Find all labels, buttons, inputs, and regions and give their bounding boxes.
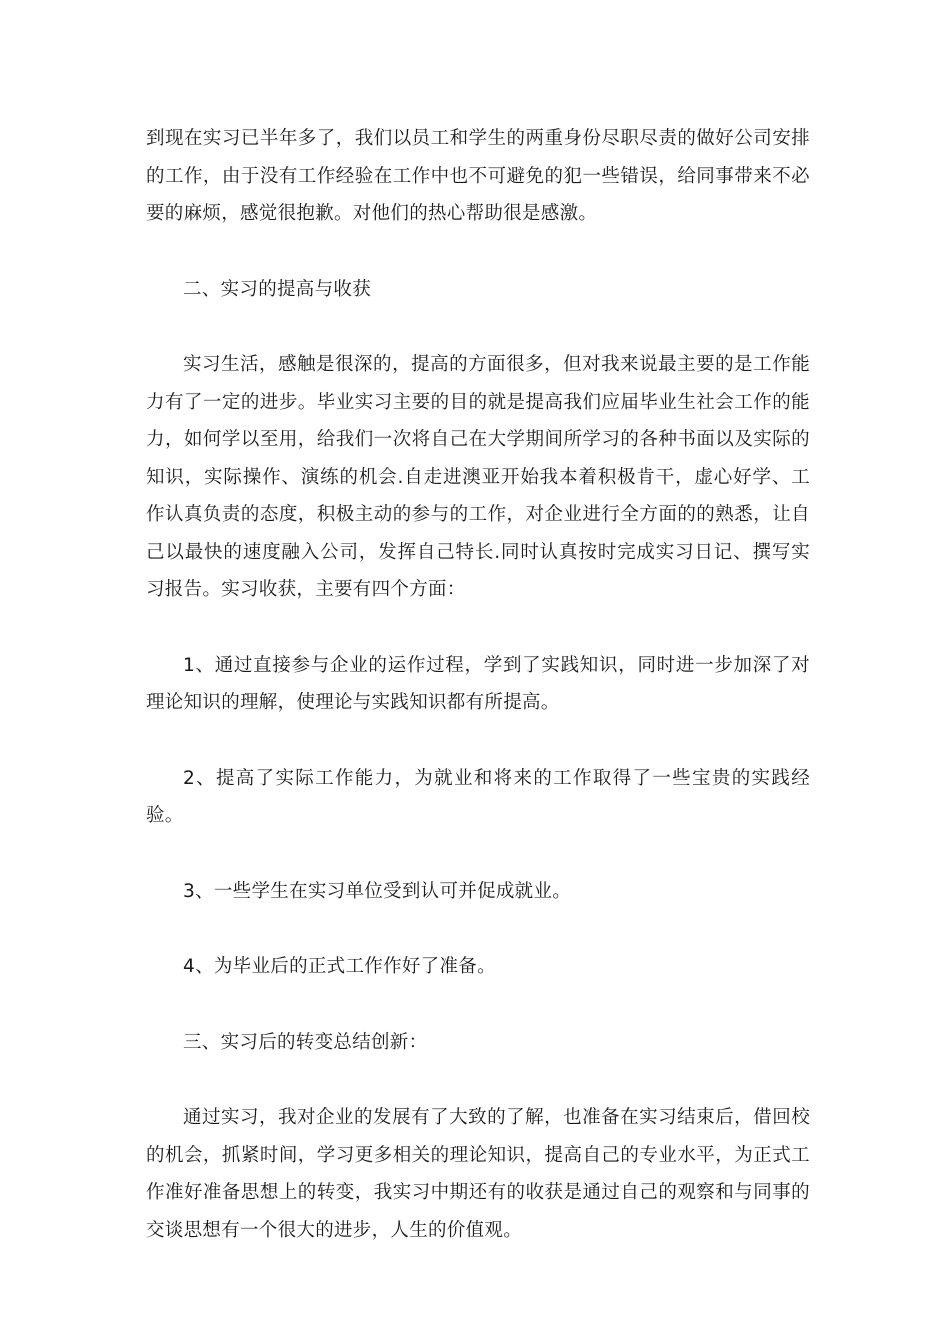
list-item-4: 4、为毕业后的正式工作作好了准备。: [183, 956, 496, 977]
paragraph-intro-continued: 到现在实习已半年多了，我们以员工和学生的两重身份尽职尽责的做好公司安排的工作，由于没有工作经验在工作中也不可避免的犯一些错误，给同事带来不必要的麻烦，感觉很抱歉。对他们的热心帮助很是感激。: [146, 128, 810, 224]
list-item-2: 2、提高了实际工作能力，为就业和将来的工作取得了一些宝贵的实践经验。: [146, 767, 810, 826]
paragraph-summary: 通过实习，我对企业的发展有了大致的了解，也准备在实习结束后，借回校的机会，抓紧时间，学习更多相关的理论知识，提高自己的专业水平，为正式工作准好准备思想上的转变，我实习中期还有的收获是通过自己的观察和与同事的交谈思想有一个很大的进步，人生的价值观。: [146, 1107, 810, 1241]
list-item-3: 3、一些学生在实习单位受到认可并促成就业。: [183, 880, 572, 902]
section-heading-summary: 三、实习后的转变总结创新：: [183, 1031, 428, 1053]
paragraph-gains: 实习生活，感触是很深的，提高的方面很多，但对我来说最主要的是工作能力有了一定的进步。毕业实习主要的目的就是提高我们应届毕业生社会工作的能力，如何学以至用，给我们一次将自己在大学期间所学习的各种书面以及实际的知识，实际操作、演练的机会.自走进澳亚开始我本着积极肯干，虚心好学、工作认真负责的态度，积极主动的参与的工作，对企业进行全方面的的熟悉，让自己以最快的速度融入公司，发挥自己特长.同时认真按时完成实习日记、撰写实习报告。实习收获，主要有四个方面：: [146, 354, 810, 600]
section-heading-gains: 二、实习的提高与收获: [183, 278, 372, 300]
list-item-1: 1、通过直接参与企业的运作过程，学到了实践知识，同时进一步加深了对理论知识的理解，使理论与实践知识都有所提高。: [146, 654, 810, 713]
document-page: [146, 120, 810, 1249]
